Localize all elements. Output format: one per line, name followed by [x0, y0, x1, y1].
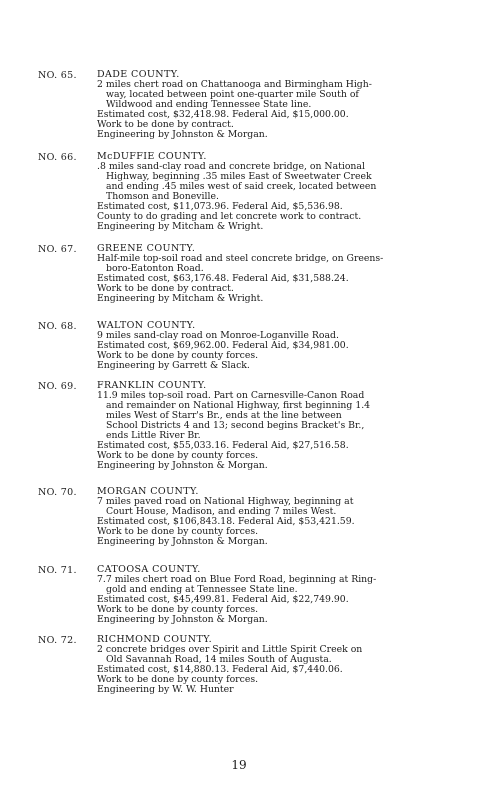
entry-text-line: Work to be done by county forces.: [97, 350, 259, 361]
entry-text-line: 7.7 miles chert road on Blue Ford Road, beginning at Ring-: [97, 574, 377, 585]
entry-text-line: County to do grading and let concrete work to contract.: [97, 211, 362, 222]
entry-text-line: way, located between point one-quarter mile South of: [106, 89, 359, 100]
entry-body: [97, 381, 432, 471]
entry-number: NO. 67.: [38, 244, 77, 255]
county-heading: DADE COUNTY.: [97, 69, 180, 80]
entry-text-line: .8 miles sand-clay road and concrete bridge, on National: [97, 161, 365, 172]
entry-text-line: Estimated cost, $32,418.98. Federal Aid, $15,000.00.: [97, 109, 349, 120]
entry-text-line: Engineering by Johnston & Morgan.: [97, 536, 268, 547]
entry-text-line: Engineering by Johnston & Morgan.: [97, 129, 268, 140]
entry-text-line: 2 miles chert road on Chattanooga and Birmingham High-: [97, 79, 372, 90]
entry-text-line: 7 miles paved road on National Highway, beginning at: [97, 496, 354, 507]
entry-text-line: Engineering by Johnston & Morgan.: [97, 614, 268, 625]
entry-text-line: 9 miles sand-clay road on Monroe-Loganville Road.: [97, 330, 339, 341]
entry-text-line: and ending .45 miles west of said creek, located between: [106, 181, 377, 192]
entry-number: NO. 71.: [38, 565, 77, 576]
entry-text-line: Estimated cost, $14,880.13. Federal Aid, $7,440.06.: [97, 664, 343, 675]
entry-text-line: miles West of Starr's Br., ends at the line between: [106, 410, 342, 421]
entry-text-line: 11.9 miles top-soil road. Part on Carnesville-Canon Road: [97, 390, 365, 401]
entry-text-line: Estimated cost, $55,033.16. Federal Aid, $27,516.58.: [97, 440, 349, 451]
entry-text-line: Wildwood and ending Tennessee State line.: [106, 99, 312, 110]
entry-text-line: Work to be done by county forces.: [97, 526, 259, 537]
entry-text-line: Half-mile top-soil road and steel concrete bridge, on Greens-: [97, 253, 384, 264]
entry-text-line: Estimated cost, $45,499.81. Federal Aid, $22,749.90.: [97, 594, 349, 605]
entry-text-line: Estimated cost, $106,843.18. Federal Aid, $53,421.59.: [97, 516, 355, 527]
county-heading: MORGAN COUNTY.: [97, 486, 199, 497]
entry-body: [97, 487, 432, 547]
entry-text-line: School Districts 4 and 13; second begins Bracket's Br.,: [106, 420, 365, 431]
entry-text-line: Estimated cost, $69,962.00. Federal Aid, $34,981.00.: [97, 340, 349, 351]
entry-number: NO. 70.: [38, 487, 77, 498]
entry-text-line: Work to be done by county forces.: [97, 674, 259, 685]
entry-number: NO. 69.: [38, 381, 77, 392]
entry-text-line: Highway, beginning .35 miles East of Sweetwater Creek: [106, 171, 372, 182]
entry-text-line: Engineering by Garrett & Slack.: [97, 360, 250, 371]
entry-body: [97, 244, 432, 304]
entry-text-line: Engineering by Johnston & Morgan.: [97, 460, 268, 471]
entry-number: NO. 65.: [38, 70, 77, 81]
entry-body: [97, 70, 432, 140]
entry-text-line: boro-Eatonton Road.: [106, 263, 204, 274]
entry-text-line: Old Savannah Road, 14 miles South of Augusta.: [106, 654, 332, 665]
entry-text-line: Estimated cost, $11,073.96. Federal Aid, $5,536.98.: [97, 201, 343, 212]
entry-body: [97, 152, 432, 232]
entry-body: [97, 635, 432, 695]
entry-text-line: ends Little River Br.: [106, 430, 201, 441]
entry-text-line: Estimated cost, $63,176.48. Federal Aid, $31,588.24.: [97, 273, 349, 284]
entry-text-line: Engineering by Mitcham & Wright.: [97, 293, 264, 304]
entry-text-line: Work to be done by contract.: [97, 119, 234, 130]
entry-text-line: Thomson and Boneville.: [106, 191, 219, 202]
page-number: 19: [231, 758, 247, 772]
entry-number: NO. 68.: [38, 321, 77, 332]
entry-number: NO. 66.: [38, 152, 77, 163]
county-heading: WALTON COUNTY.: [97, 320, 196, 331]
entry-text-line: 2 concrete bridges over Spirit and Little Spirit Creek on: [97, 644, 363, 655]
entry-text-line: Work to be done by contract.: [97, 283, 234, 294]
county-heading: GREENE COUNTY.: [97, 243, 196, 254]
entry-text-line: Work to be done by county forces.: [97, 604, 259, 615]
entry-text-line: Court House, Madison, and ending 7 miles West.: [106, 506, 337, 517]
county-heading: RICHMOND COUNTY.: [97, 634, 213, 645]
entry-text-line: Engineering by Mitcham & Wright.: [97, 221, 264, 232]
entry-body: [97, 321, 432, 371]
county-heading: McDUFFIE COUNTY.: [97, 151, 207, 162]
entry-body: [97, 565, 432, 625]
entry-text-line: Work to be done by county forces.: [97, 450, 259, 461]
entry-text-line: gold and ending at Tennessee State line.: [106, 584, 298, 595]
county-heading: CATOOSA COUNTY.: [97, 564, 201, 575]
entry-text-line: and remainder on National Highway, first beginning 1.4: [106, 400, 371, 411]
entry-number: NO. 72.: [38, 635, 77, 646]
county-heading: FRANKLIN COUNTY.: [97, 380, 207, 391]
entry-text-line: Engineering by W. W. Hunter: [97, 684, 234, 695]
